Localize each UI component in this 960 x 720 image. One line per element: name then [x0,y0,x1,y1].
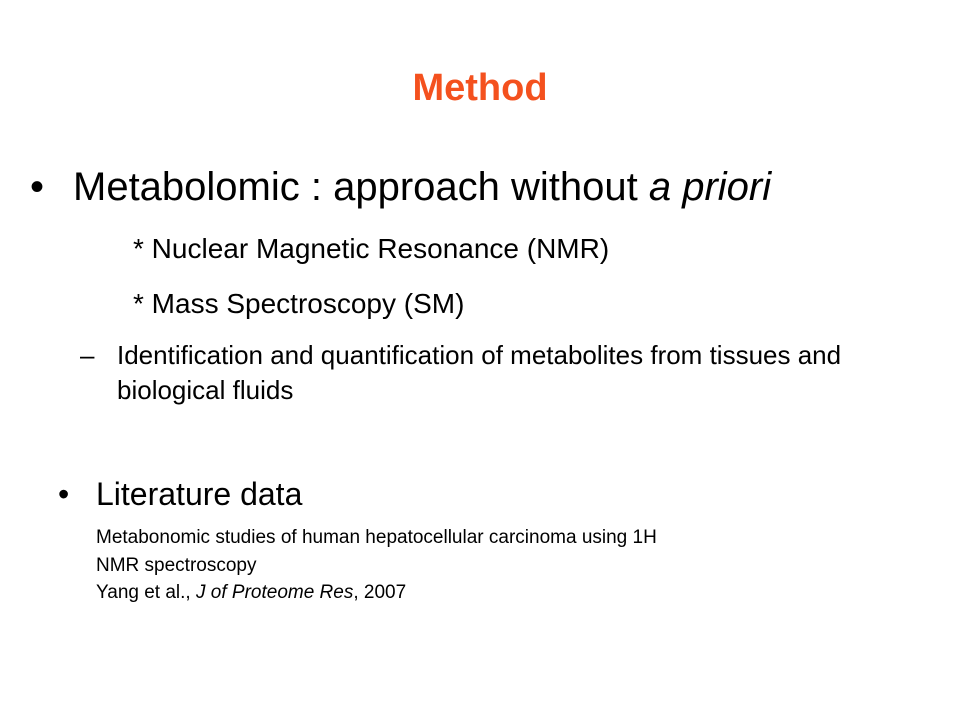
main-bullet-text [73,160,771,214]
reference-citation [96,580,406,606]
citation-journal: J of Proteome Res [196,582,354,603]
citation-year: , 2007 [353,582,407,603]
slide-title: Method [412,67,548,109]
reference-title-line2: NMR spectroscopy [96,555,257,576]
literature-heading: Literature data [96,476,303,512]
detail-text: Identification and quantification of metabolites from tissues and biological fluids [117,340,842,405]
technique-nmr: * Nuclear Magnetic Resonance (NMR) [133,233,610,264]
main-bullet-italic: a priori [648,165,772,209]
bullet-marker: • [30,165,45,209]
dash-marker: – [80,340,95,370]
technique-ms: * Mass Spectroscopy (SM) [133,288,465,319]
main-bullet-plain: Metabolomic : approach without [73,165,649,209]
reference-title-line1: Metabonomic studies of human hepatocellular carcinoma using 1H [96,527,657,548]
bullet-marker-literature: • [58,476,70,512]
citation-authors: Yang et al., [96,582,196,603]
